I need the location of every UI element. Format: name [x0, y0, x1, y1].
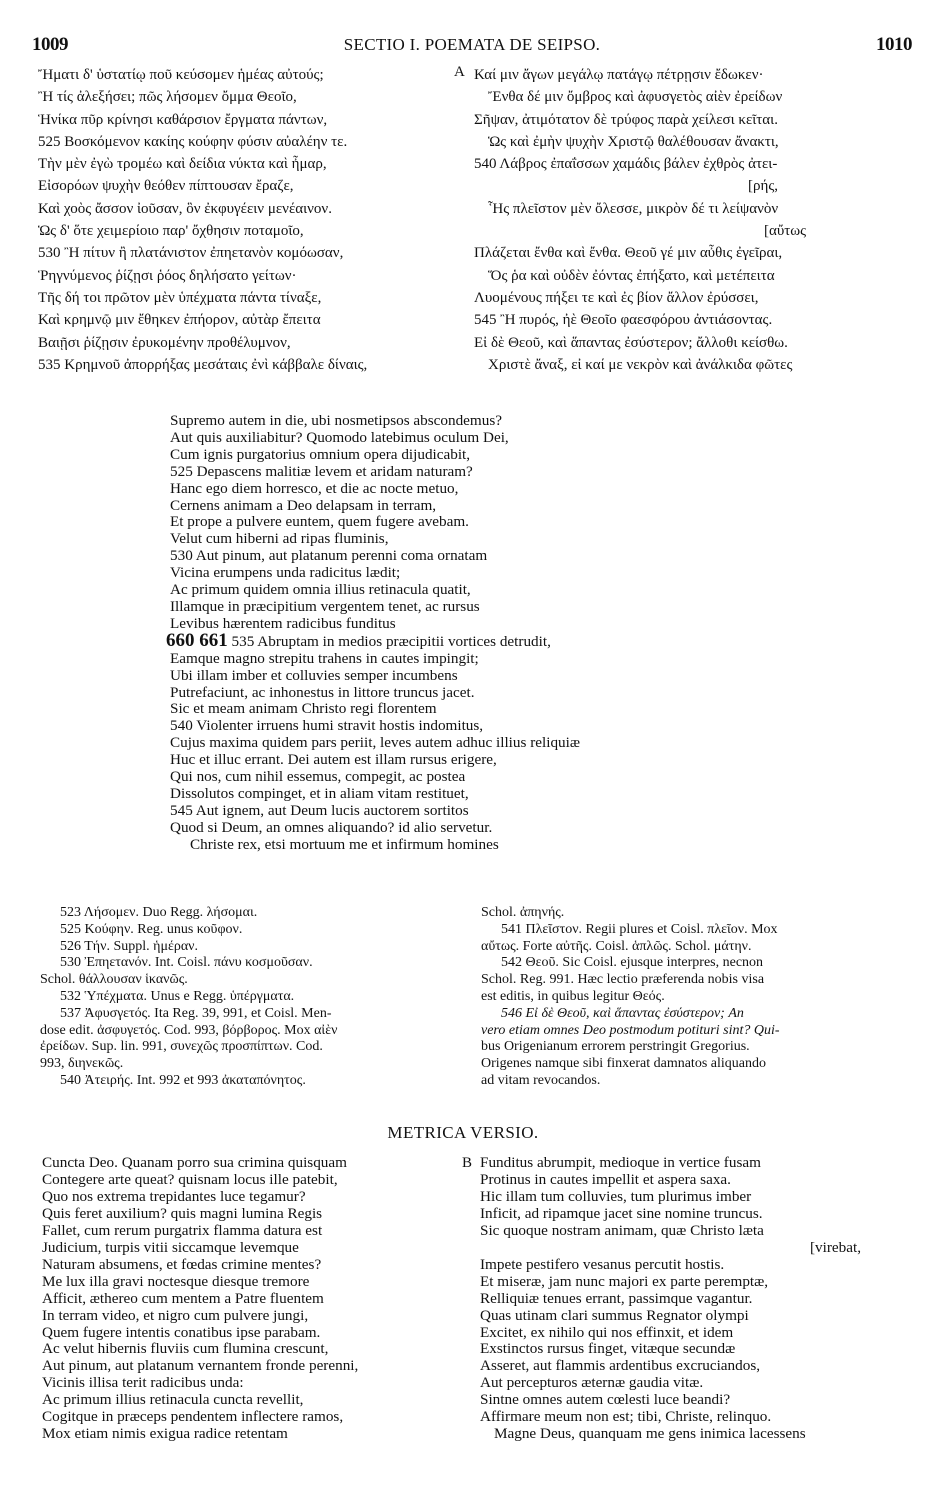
greek-line: Ῥηγνύμενος ῥίζῃσι ῥόος δηλήσατο γείτων·: [38, 267, 297, 284]
verse-line: Funditus abrumpit, medioque in vertice fusam: [480, 1154, 761, 1171]
latin-line: Cernens animam a Deo delapsam in terram,: [170, 496, 437, 514]
verse-line: Sic quoque nostram animam, quæ Christo læta: [480, 1221, 764, 1239]
footnote-line: Schol. θάλλουσαν ἱκανῶς.: [40, 972, 188, 988]
verse-line: Affirmare meum non est; tibi, Christe, relinquo.: [480, 1408, 772, 1426]
latin-line: Ubi illam imber et colluvies semper incumbens: [170, 666, 458, 684]
verse-line: Exstinctos rursus finget, vitæque secundæ: [480, 1340, 736, 1358]
verse-line: Vicinis illisa terit radicibus unda:: [42, 1374, 244, 1392]
latin-line: Putrefaciunt, ac inhonestus in littore truncus jacet.: [170, 683, 475, 701]
greek-line: 530 Ἢ πίτυν ἢ πλατάνιστον ἐπηετανὸν κομόωσαν,: [38, 245, 344, 262]
greek-line: Ἡνίκα πῦρ κρίνησι καθάρσιον ἔργματα πάντων,: [38, 111, 328, 128]
verse-line: Fallet, cum rerum purgatrix flamma datura est: [42, 1221, 323, 1239]
latin-line: Cum ignis purgatorius omnium opera dijudicabit,: [170, 445, 471, 463]
metrical-version-left: [42, 1155, 472, 1443]
latin-line: Dissolutos compinget, et in aliam vitam restituet,: [170, 784, 469, 802]
verse-line: Protinus in cautes impellit et aspera saxa.: [480, 1170, 731, 1188]
footnote-line: vero etiam omnes Deo postmodum potituri sint? Qui-: [481, 1022, 780, 1038]
footnote-line: αὔτως. Forte αὐτῆς. Coisl. ἁπλῶς. Schol. μάτην.: [481, 938, 752, 954]
column-marker-a: A: [454, 64, 465, 80]
section-title: METRICA VERSIO.: [387, 1123, 539, 1142]
verse-line: Inficit, ad ripamque jacet sine nomine truncus.: [480, 1204, 763, 1222]
verse-line: Judicium, turpis vitii siccamque levemque: [42, 1238, 299, 1256]
footnote-line: Schol. Reg. 991. Hæc lectio præferenda nobis visa: [481, 972, 765, 988]
verse-line: Afficit, æthereo cum mentem a Patre fluentem: [42, 1289, 324, 1307]
running-head: [32, 34, 912, 60]
latin-translation: [166, 412, 810, 854]
footnote-line: 542 Θεοῦ. Sic Coisl. ejusque interpres, necnon: [501, 955, 764, 971]
verse-line: Me lux illa gravi noctesque diesque tremore: [42, 1272, 310, 1290]
verse-line: Magne Deus, quanquam me gens inimica lacessens: [494, 1425, 806, 1443]
latin-line: Ac primum quidem omnia illius retinacula quatit,: [170, 581, 471, 599]
greek-line: Χριστὲ ἄναξ, εἰ καί με νεκρὸν καὶ ἀνάλκιδα φῶτες: [488, 356, 793, 373]
footnote-line: 546 Εἰ δὲ Θεοῦ, καὶ ἅπαντας ἐσύστερον; An: [501, 1005, 744, 1021]
footnote-line: 993, διηνεκῶς.: [40, 1056, 124, 1072]
page-number-right: 1010: [876, 34, 912, 55]
greek-line-continuation: [ρής,: [748, 178, 779, 195]
verse-line: Et miseræ, jam nunc majori ex parte peremptæ,: [480, 1272, 769, 1290]
footnote-line: est editis, in quibus legitur Θεός.: [481, 988, 665, 1004]
latin-line: 535 Abruptam in medios præcipitii vortices detrudit,: [231, 632, 551, 650]
greek-line: 525 Βοσκόμενον κακίης κούφην φύσιν αὐαλέην τε.: [38, 133, 348, 150]
verse-line: Ac velut hibernis fluviis cum flumina crescunt,: [42, 1340, 329, 1358]
footnote-line: Origenes namque sibi finxerat damnatos aliquando: [481, 1056, 766, 1072]
latin-line: Hanc ego diem horresco, et die ac nocte metuo,: [170, 479, 459, 497]
latin-line: Christe rex, etsi mortuum me et infirmum homines: [190, 835, 499, 853]
greek-line: Ὡς δ' ὅτε χειμερίοιο παρ' ὄχθησιν ποταμοῖο,: [38, 223, 304, 240]
verse-line: Aut pinum, aut platanum vernantem fronde perenni,: [42, 1357, 359, 1375]
latin-line: Et prope a pulvere euntem, quem fugere avebam.: [170, 513, 469, 531]
latin-line: 540 Violenter irruens humi stravit hostis indomitus,: [170, 717, 484, 735]
latin-line: Sic et meam animam Christo regi florentem: [170, 700, 437, 718]
verse-line: Aut percepturos æternæ gaudia vitæ.: [480, 1374, 704, 1392]
footnote-line: ἐρείδων. Sup. lin. 991, συνεχῶς προσπίπτων. Cod.: [40, 1039, 323, 1055]
footnote-line: bus Origenianum errorem perstringit Gregorius.: [481, 1039, 750, 1055]
latin-line: 530 Aut pinum, aut platanum perenni coma ornatam: [170, 547, 488, 565]
greek-line: Καὶ χοὸς ἄσσον ἰοῦσαν, ὃν ἐκφυγέειν μενέαινον.: [38, 200, 332, 217]
footnote-line: ad vitam revocandos.: [481, 1072, 601, 1088]
verse-line: Quis feret auxilium? quis magni lumina Regis: [42, 1204, 323, 1222]
verse-line: Hic illam tum colluvies, tum plurimus imber: [480, 1187, 752, 1205]
verse-line: In terram video, et nigro cum pulvere jungi,: [42, 1306, 309, 1324]
greek-text-right-column: [474, 64, 914, 376]
greek-line: Πλάζεται ἔνθα καὶ ἔνθα. Θεοῦ γέ μιν αὖθις ἐγεῖραι,: [474, 245, 783, 262]
verse-line: Impete pestifero vesanus percutit hostis.: [480, 1255, 725, 1273]
verse-line: Cuncta Deo. Quanam porro sua crimina quisquam: [42, 1154, 347, 1171]
greek-line: Ἧς πλεῖστον μὲν ὄλεσσε, μικρὸν δέ τι λείψανὸν: [488, 200, 779, 217]
verse-line: Excitet, ex nihilo qui nos effinxit, et idem: [480, 1323, 734, 1341]
greek-line: Τὴν μὲν ἐγὼ τρομέω καὶ δείδια νύκτα καὶ ἦμαρ,: [38, 156, 327, 173]
greek-line: Ἔνθα δέ μιν ὄμβρος καὶ ἀφυσγετὸς αἰὲν ἐρείδων: [488, 89, 783, 106]
latin-line: Illamque in præcipitium vergentem tenet, ac rursus: [170, 597, 480, 615]
footnote-line: 537 Ἀφυσγετός. Ita Reg. 39, 991, et Coisl. Men-: [60, 1005, 332, 1021]
greek-line: Βαιῇσι ῥίζῃσιν ἐρυκομένην προθέλυμνον,: [38, 334, 291, 351]
column-marginal-number: 660 661: [166, 629, 228, 651]
footnote-line: 523 Λήσομεν. Duo Regg. λήσομαι.: [60, 905, 258, 920]
greek-line: 540 Λάβρος ἐπαΐσσων χαμάδις βάλεν ἐχθρὸς ἀτει-: [474, 156, 778, 173]
footnote-line: 530 Ἐπηετανόν. Int. Coisl. πάνυ κοσμοῦσαν.: [60, 955, 313, 971]
footnotes-left: [40, 905, 470, 1090]
latin-line: Supremo autem in die, ubi nosmetipsos abscondemus?: [170, 412, 502, 429]
greek-text-left-column: [38, 64, 458, 376]
footnote-line: dose edit. ἀσφυγετός. Cod. 993, βόρβορος. Mox αἰὲν: [40, 1022, 338, 1038]
verse-line: Sintne omnes autem cœlesti luce beandi?: [480, 1391, 731, 1409]
verse-line-continuation: [virebat,: [810, 1238, 862, 1256]
greek-line: Καὶ κρημνῷ μιν ἔθηκεν ἐπήορον, αὐτὰρ ἔπειτα: [38, 312, 321, 329]
greek-line: Λυομένους πήξει τε καὶ ἐς βίον ἄλλον ἐρύσσει,: [474, 289, 759, 306]
greek-line: Ὅς ῥα καὶ οὐδὲν ἐόντας ἐπήξατο, καὶ μετέπειτα: [488, 267, 775, 284]
latin-line: Quod si Deum, an omnes aliquando? id alio servetur.: [170, 818, 493, 836]
verse-line: Mox etiam nimis exigua radice retentam: [42, 1425, 288, 1443]
latin-line: Levibus hærentem radicibus funditus: [170, 614, 396, 632]
latin-line: Eamque magno strepitu trahens in cautes impingit;: [170, 649, 479, 667]
verse-line: Contegere arte queat? quisnam locus ille patebit,: [42, 1170, 338, 1188]
verse-line: Quem fugere intentis conatibus ipse parabam.: [42, 1323, 321, 1341]
greek-line: Τῆς δή τοι πρῶτον μὲν ὑπέχματα πάντα τίναξε,: [38, 289, 322, 306]
footnote-line: 532 Ὑπέχματα. Unus e Regg. ὑπέργματα.: [60, 988, 295, 1004]
greek-line: Καί μιν ἄγων μεγάλῳ πατάγῳ πέτρῃσιν ἔδωκεν·: [474, 67, 764, 83]
page-number-left: 1009: [32, 34, 68, 55]
footnote-line: 526 Τήν. Suppl. ἡμέραν.: [60, 938, 198, 954]
latin-line: Cujus maxima quidem pars periit, leves autem adhuc illius reliquiæ: [170, 734, 580, 752]
latin-line: Qui nos, cum nihil essemus, compegit, ac postea: [170, 768, 466, 786]
greek-line: Ἢ τίς ἀλεξήσει; πῶς λήσομεν ὄμμα Θεοῖο,: [38, 89, 297, 106]
greek-line: Εἰ δὲ Θεοῦ, καὶ ἅπαντας ἐσύστερον; ἄλλοθι κείσθω.: [474, 334, 788, 351]
verse-line: Cogitque in præceps pendentem inflectere ramos,: [42, 1408, 344, 1426]
verse-line: Relliquiæ tenues errant, passimque vagantur.: [480, 1289, 753, 1307]
footnote-line: Schol. ἀπηνής.: [481, 905, 565, 920]
footnotes-right: [481, 905, 921, 1090]
verse-line: Asseret, aut flammis ardentibus excruciandos,: [480, 1357, 761, 1375]
latin-line: Velut cum hiberni ad ripas fluminis,: [170, 530, 389, 548]
metrical-version-right: [480, 1155, 910, 1443]
latin-line: 545 Aut ignem, aut Deum lucis auctorem sortitos: [170, 801, 469, 819]
column-marker-b: B: [462, 1155, 473, 1171]
running-title: SECTIO I. POEMATA DE SEIPSO.: [343, 35, 601, 54]
greek-line: Σῆψαν, ἀτιμότατον δὲ τρύφος παρὰ χείλεσι κεῖται.: [474, 111, 778, 128]
verse-line: Quas utinam clari summus Regnator olympi: [480, 1306, 749, 1324]
latin-line-with-marginal: [166, 629, 810, 651]
greek-line: 545 Ἢ πυρός, ἠὲ Θεοῖο φαεσφόρου ἀντιάσοντας.: [474, 312, 773, 329]
latin-line: 525 Depascens malitiæ levem et aridam naturam?: [170, 462, 473, 480]
greek-line-continuation: [αὔτως: [764, 223, 807, 240]
greek-line: Ἤματι δ' ὑστατίῳ ποῦ κεύσομεν ἡμέας αὐτούς;: [38, 67, 324, 83]
footnote-line: 525 Κούφην. Reg. unus κοῦφον.: [60, 921, 243, 937]
footnote-line: 541 Πλεῖστον. Regii plures et Coisl. πλεῖον. Mox: [501, 921, 778, 937]
footnote-line: 540 Ἀτειρής. Int. 992 et 993 ἀκαταπόνητος.: [60, 1072, 306, 1088]
greek-line: Εἰσορόων ψυχὴν θεόθεν πίπτουσαν ἔραζε,: [38, 178, 294, 195]
greek-line: 535 Κρημνοῦ ἀπορρήξας μεσάταις ἐνὶ κάββαλε δίναις,: [38, 356, 368, 373]
latin-line: Aut quis auxiliabitur? Quomodo latebimus oculum Dei,: [170, 428, 509, 446]
verse-line: Naturam absumens, et fœdas crimine mentes?: [42, 1255, 322, 1273]
greek-line: Ὡς καὶ ἐμὴν ψυχὴν Χριστῷ θαλέθουσαν ἄνακτι,: [488, 133, 779, 150]
verse-line: Ac primum illius retinacula cuncta revellit,: [42, 1391, 304, 1409]
verse-line: Quo nos extrema trepidantes luce tegamur?: [42, 1187, 306, 1205]
latin-line: Huc et illuc errant. Dei autem est illam rursus erigere,: [170, 751, 497, 769]
latin-line: Vicina erumpens unda radicitus lædit;: [170, 564, 401, 582]
